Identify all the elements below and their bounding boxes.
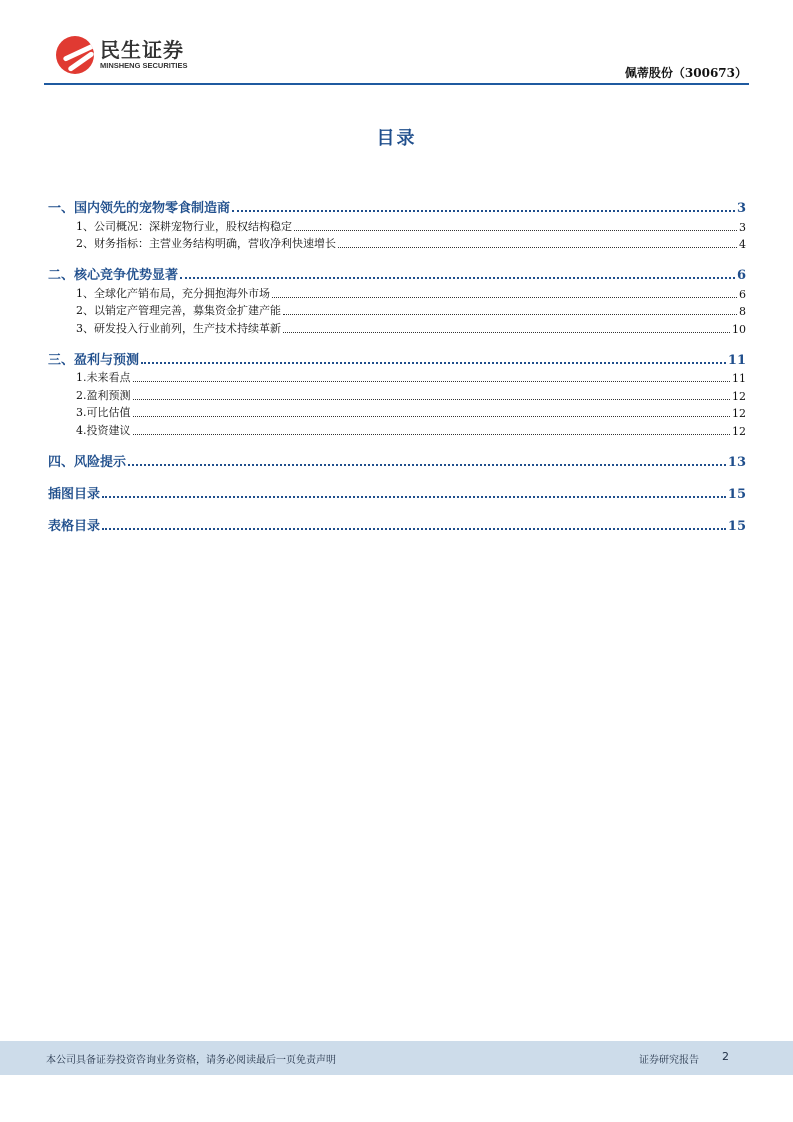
toc-dot-leader <box>128 464 726 466</box>
toc-entry-page: 11 <box>732 372 746 385</box>
toc-dot-leader <box>133 434 731 435</box>
toc-entry-label: 二、核心竞争优势显著 <box>48 268 179 283</box>
footer-bar <box>0 1041 793 1075</box>
toc-dot-leader <box>294 230 737 231</box>
toc-entry-label: 1.未来看点 <box>76 371 131 384</box>
toc-entry-label: 三、盈利与预测 <box>48 352 140 368</box>
table-of-contents <box>48 190 746 534</box>
toc-entry-page: 12 <box>732 389 746 403</box>
toc-section-entry[interactable] <box>48 342 746 368</box>
toc-subsection-entry[interactable] <box>48 216 746 234</box>
toc-section-entry[interactable] <box>48 190 746 216</box>
header-company-name: 佩蒂股份（300673） <box>624 66 747 80</box>
toc-entry-page: 3 <box>739 220 746 234</box>
toc-entry-label: 3.可比估值 <box>76 406 131 419</box>
toc-dot-leader <box>283 314 737 315</box>
footer-doc-type: 证券研究报告 <box>639 1055 699 1066</box>
toc-subsection-entry[interactable] <box>48 234 746 252</box>
toc-subsection-entry[interactable] <box>48 368 746 386</box>
toc-entry-page: 3 <box>736 201 746 216</box>
toc-dot-leader <box>133 381 731 382</box>
toc-subsection-entry[interactable] <box>48 403 746 421</box>
logo-english-name: MINSHENG SECURITIES <box>100 61 188 70</box>
toc-dot-leader <box>133 399 731 400</box>
company-logo <box>56 36 188 74</box>
toc-subsection-entry[interactable] <box>48 318 746 336</box>
toc-entry-label: 四、风险提示 <box>48 454 127 470</box>
toc-subsection-entry[interactable] <box>48 301 746 319</box>
footer-page-number: 2 <box>722 1050 729 1063</box>
toc-subsection-entry[interactable] <box>48 283 746 301</box>
toc-entry-page: 12 <box>732 407 746 420</box>
toc-entry-label: 1、全球化产销布局，充分拥抱海外市场 <box>76 286 270 300</box>
footer-disclaimer: 本公司具备证券投资咨询业务资格，请务必阅读最后一页免责声明 <box>46 1055 336 1066</box>
toc-subsection-entry[interactable] <box>48 385 746 403</box>
toc-entry-page: 6 <box>739 287 746 301</box>
toc-section-entry[interactable] <box>48 476 746 502</box>
toc-entry-label: 表格目录 <box>48 518 101 534</box>
toc-dot-leader <box>102 528 726 530</box>
logo-mark-icon <box>56 36 94 74</box>
toc-section-entry[interactable] <box>48 508 746 534</box>
toc-entry-label: 插图目录 <box>48 486 101 502</box>
toc-entry-page: 4 <box>739 238 746 251</box>
toc-dot-leader <box>283 332 730 333</box>
toc-entry-page: 13 <box>727 454 746 470</box>
toc-entry-page: 12 <box>732 424 746 438</box>
toc-dot-leader <box>338 247 737 248</box>
toc-entry-label: 3、研发投入行业前列，生产技术持续革新 <box>76 321 281 335</box>
toc-entry-page: 6 <box>736 268 746 283</box>
toc-dot-leader <box>180 277 735 279</box>
toc-entry-label: 2.盈利预测 <box>76 388 131 402</box>
toc-entry-label: 1、公司概况：深耕宠物行业，股权结构稳定 <box>76 219 292 233</box>
toc-entry-label: 一、国内领先的宠物零食制造商 <box>48 201 231 216</box>
toc-entry-page: 8 <box>739 305 746 318</box>
toc-entry-page: 10 <box>732 322 746 336</box>
toc-dot-leader <box>141 362 726 364</box>
toc-subsection-entry[interactable] <box>48 420 746 438</box>
toc-dot-leader <box>272 297 737 298</box>
logo-chinese-name: 民生证券 <box>100 38 184 62</box>
toc-entry-page: 15 <box>727 518 746 534</box>
toc-section-entry[interactable] <box>48 257 746 283</box>
toc-section-entry[interactable] <box>48 444 746 470</box>
toc-entry-label: 4.投资建议 <box>76 423 131 437</box>
page-title: 目录 <box>376 128 417 149</box>
toc-entry-page: 15 <box>727 486 746 502</box>
header-divider <box>44 83 749 85</box>
toc-dot-leader <box>102 496 726 498</box>
toc-dot-leader <box>232 210 735 212</box>
toc-entry-label: 2、财务指标：主营业务结构明确，营收净利快速增长 <box>76 237 336 250</box>
toc-entry-label: 2、以销定产管理完善，募集资金扩建产能 <box>76 304 281 317</box>
toc-dot-leader <box>133 416 731 417</box>
toc-entry-page: 11 <box>727 352 746 368</box>
